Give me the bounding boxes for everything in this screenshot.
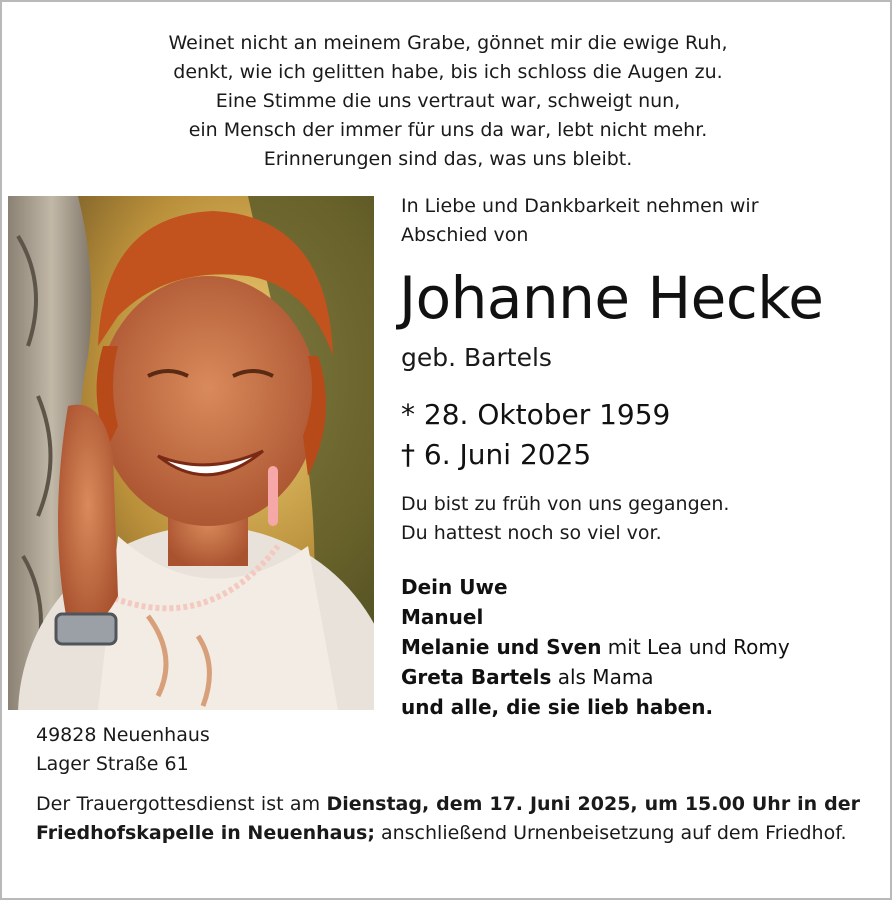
- mourner-line: [401, 662, 790, 692]
- life-dates: [401, 395, 670, 475]
- mourner-extra: als Mama: [551, 665, 654, 689]
- deceased-name: Johanne Hecke: [399, 264, 824, 332]
- address-city: 49828 Neuenhaus: [36, 724, 210, 746]
- portrait-photo: [8, 196, 374, 710]
- poem-line: ein Mensch der immer für uns da war, lebt nicht mehr.: [188, 119, 708, 141]
- mourner-line: [401, 632, 790, 662]
- mourners-list: [401, 572, 790, 722]
- quote-line: Du hattest noch so viel vor.: [401, 522, 662, 544]
- poem-line: denkt, wie ich gelitten habe, bis ich schloss die Augen zu.: [173, 61, 723, 83]
- mourner-extra: mit Lea und Romy: [601, 635, 790, 659]
- intro-line: In Liebe und Dankbarkeit nehmen wir: [401, 195, 759, 217]
- poem-line: Eine Stimme die uns vertraut war, schweigt nun,: [215, 90, 681, 112]
- poem-line: Weinet nicht an meinem Grabe, gönnet mir die ewige Ruh,: [168, 32, 728, 54]
- birth-date: * 28. Oktober 1959: [401, 398, 671, 431]
- mourner-names: Greta Bartels: [401, 665, 552, 689]
- service-info: [36, 790, 860, 848]
- poem-line: Erinnerungen sind das, was uns bleibt.: [263, 148, 633, 170]
- mourner-line: und alle, die sie lieb haben.: [401, 695, 714, 719]
- mourner-line: Dein Uwe: [401, 575, 508, 599]
- intro-line: Abschied von: [401, 224, 529, 246]
- death-date: † 6. Juni 2025: [401, 438, 592, 471]
- poem: [2, 29, 892, 174]
- address-street: Lager Straße 61: [36, 753, 189, 775]
- quote-line: Du bist zu früh von uns gegangen.: [401, 493, 730, 515]
- mourner-names: Melanie und Sven: [401, 635, 602, 659]
- service-text-rest: anschließend Urnenbeisetzung auf dem Friedhof.: [374, 822, 847, 844]
- service-datetime-place: Dienstag, dem 17. Juni 2025, um 15.00 Uhr in der Friedhofskapelle in Neuenhaus;: [36, 793, 860, 844]
- address: [36, 721, 210, 779]
- farewell-quote: [401, 490, 729, 548]
- mourner-line: Manuel: [401, 605, 484, 629]
- intro-text: [401, 192, 759, 250]
- maiden-name: geb. Bartels: [401, 343, 552, 372]
- service-text: Der Trauergottesdienst ist am: [36, 793, 327, 815]
